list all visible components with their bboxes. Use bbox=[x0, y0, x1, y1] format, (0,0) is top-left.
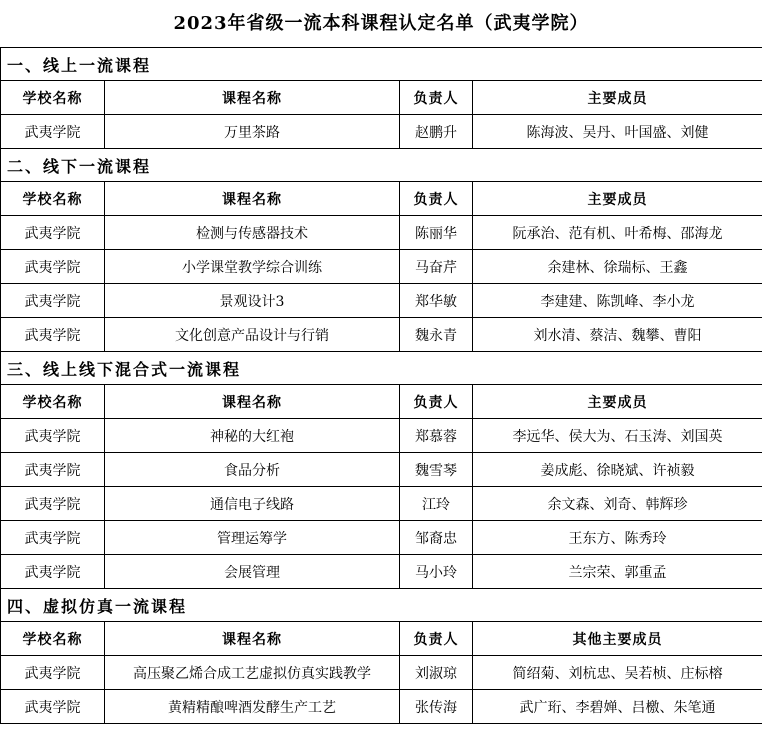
column-header: 学校名称 bbox=[1, 385, 105, 419]
members-cell: 余文森、刘奇、韩辉珍 bbox=[473, 487, 762, 521]
lead-cell: 张传海 bbox=[400, 690, 473, 724]
table-row bbox=[1, 115, 762, 149]
school-cell: 武夷学院 bbox=[1, 656, 105, 690]
school-cell: 武夷学院 bbox=[1, 453, 105, 487]
column-header: 学校名称 bbox=[1, 622, 105, 656]
table-row bbox=[1, 487, 762, 521]
table-row bbox=[1, 318, 762, 352]
column-header: 负责人 bbox=[400, 81, 473, 115]
section-heading-row bbox=[1, 48, 762, 81]
course-name-cell: 管理运筹学 bbox=[105, 521, 400, 555]
table-row bbox=[1, 250, 762, 284]
members-cell: 李建建、陈凯峰、李小龙 bbox=[473, 284, 762, 318]
column-header-row bbox=[1, 81, 762, 115]
course-table bbox=[0, 47, 762, 724]
course-name-cell: 景观设计3 bbox=[105, 284, 400, 318]
table-row bbox=[1, 656, 762, 690]
document-title: 2023年省级一流本科课程认定名单（武夷学院） bbox=[173, 13, 589, 34]
table-row bbox=[1, 453, 762, 487]
members-cell: 兰宗荣、郭重孟 bbox=[473, 555, 762, 589]
column-header: 学校名称 bbox=[1, 182, 105, 216]
column-header-row bbox=[1, 182, 762, 216]
school-cell: 武夷学院 bbox=[1, 690, 105, 724]
column-header: 主要成员 bbox=[473, 182, 762, 216]
course-name-cell: 高压聚乙烯合成工艺虚拟仿真实践教学 bbox=[105, 656, 400, 690]
section-heading-row bbox=[1, 149, 762, 182]
table-row bbox=[1, 555, 762, 589]
column-header: 其他主要成员 bbox=[473, 622, 762, 656]
school-cell: 武夷学院 bbox=[1, 318, 105, 352]
section-heading: 三、线上线下混合式一流课程 bbox=[1, 352, 762, 385]
course-name-cell: 检测与传感器技术 bbox=[105, 216, 400, 250]
column-header: 主要成员 bbox=[473, 81, 762, 115]
column-header: 学校名称 bbox=[1, 81, 105, 115]
section-heading: 二、线下一流课程 bbox=[1, 149, 762, 182]
school-cell: 武夷学院 bbox=[1, 419, 105, 453]
lead-cell: 赵鹏升 bbox=[400, 115, 473, 149]
column-header-row bbox=[1, 622, 762, 656]
column-header: 负责人 bbox=[400, 385, 473, 419]
column-header: 课程名称 bbox=[105, 81, 400, 115]
members-cell: 李远华、侯大为、石玉涛、刘国英 bbox=[473, 419, 762, 453]
school-cell: 武夷学院 bbox=[1, 250, 105, 284]
school-cell: 武夷学院 bbox=[1, 284, 105, 318]
column-header-row bbox=[1, 385, 762, 419]
course-name-cell: 神秘的大红袍 bbox=[105, 419, 400, 453]
column-header: 课程名称 bbox=[105, 182, 400, 216]
table-row bbox=[1, 690, 762, 724]
course-name-cell: 文化创意产品设计与行销 bbox=[105, 318, 400, 352]
course-name-cell: 通信电子线路 bbox=[105, 487, 400, 521]
table-row bbox=[1, 419, 762, 453]
section-heading-row bbox=[1, 352, 762, 385]
section-heading-row bbox=[1, 589, 762, 622]
lead-cell: 刘淑琼 bbox=[400, 656, 473, 690]
lead-cell: 马小玲 bbox=[400, 555, 473, 589]
course-name-cell: 食品分析 bbox=[105, 453, 400, 487]
members-cell: 刘水清、蔡洁、魏攀、曹阳 bbox=[473, 318, 762, 352]
column-header: 主要成员 bbox=[473, 385, 762, 419]
members-cell: 简绍菊、刘杭忠、吴若桢、庄标榕 bbox=[473, 656, 762, 690]
members-cell: 姜成彪、徐晓斌、许祯毅 bbox=[473, 453, 762, 487]
column-header: 负责人 bbox=[400, 622, 473, 656]
school-cell: 武夷学院 bbox=[1, 555, 105, 589]
course-name-cell: 小学课堂教学综合训练 bbox=[105, 250, 400, 284]
members-cell: 阮承治、范有机、叶希梅、邵海龙 bbox=[473, 216, 762, 250]
table-row bbox=[1, 521, 762, 555]
lead-cell: 魏雪琴 bbox=[400, 453, 473, 487]
school-cell: 武夷学院 bbox=[1, 115, 105, 149]
section-heading: 一、线上一流课程 bbox=[1, 48, 762, 81]
members-cell: 陈海波、吴丹、叶国盛、刘健 bbox=[473, 115, 762, 149]
school-cell: 武夷学院 bbox=[1, 487, 105, 521]
lead-cell: 邹裔忠 bbox=[400, 521, 473, 555]
lead-cell: 郑慕蓉 bbox=[400, 419, 473, 453]
column-header: 课程名称 bbox=[105, 385, 400, 419]
column-header: 负责人 bbox=[400, 182, 473, 216]
school-cell: 武夷学院 bbox=[1, 216, 105, 250]
course-table-body bbox=[1, 48, 762, 724]
lead-cell: 马奋芹 bbox=[400, 250, 473, 284]
members-cell: 余建林、徐瑞标、王鑫 bbox=[473, 250, 762, 284]
course-name-cell: 万里茶路 bbox=[105, 115, 400, 149]
section-heading: 四、虚拟仿真一流课程 bbox=[1, 589, 762, 622]
lead-cell: 陈丽华 bbox=[400, 216, 473, 250]
members-cell: 武广珩、李碧婵、吕檄、朱笔通 bbox=[473, 690, 762, 724]
lead-cell: 江玲 bbox=[400, 487, 473, 521]
members-cell: 王东方、陈秀玲 bbox=[473, 521, 762, 555]
lead-cell: 魏永青 bbox=[400, 318, 473, 352]
table-row bbox=[1, 216, 762, 250]
lead-cell: 郑华敏 bbox=[400, 284, 473, 318]
column-header: 课程名称 bbox=[105, 622, 400, 656]
course-name-cell: 黄精精酿啤酒发酵生产工艺 bbox=[105, 690, 400, 724]
school-cell: 武夷学院 bbox=[1, 521, 105, 555]
table-row bbox=[1, 284, 762, 318]
course-name-cell: 会展管理 bbox=[105, 555, 400, 589]
